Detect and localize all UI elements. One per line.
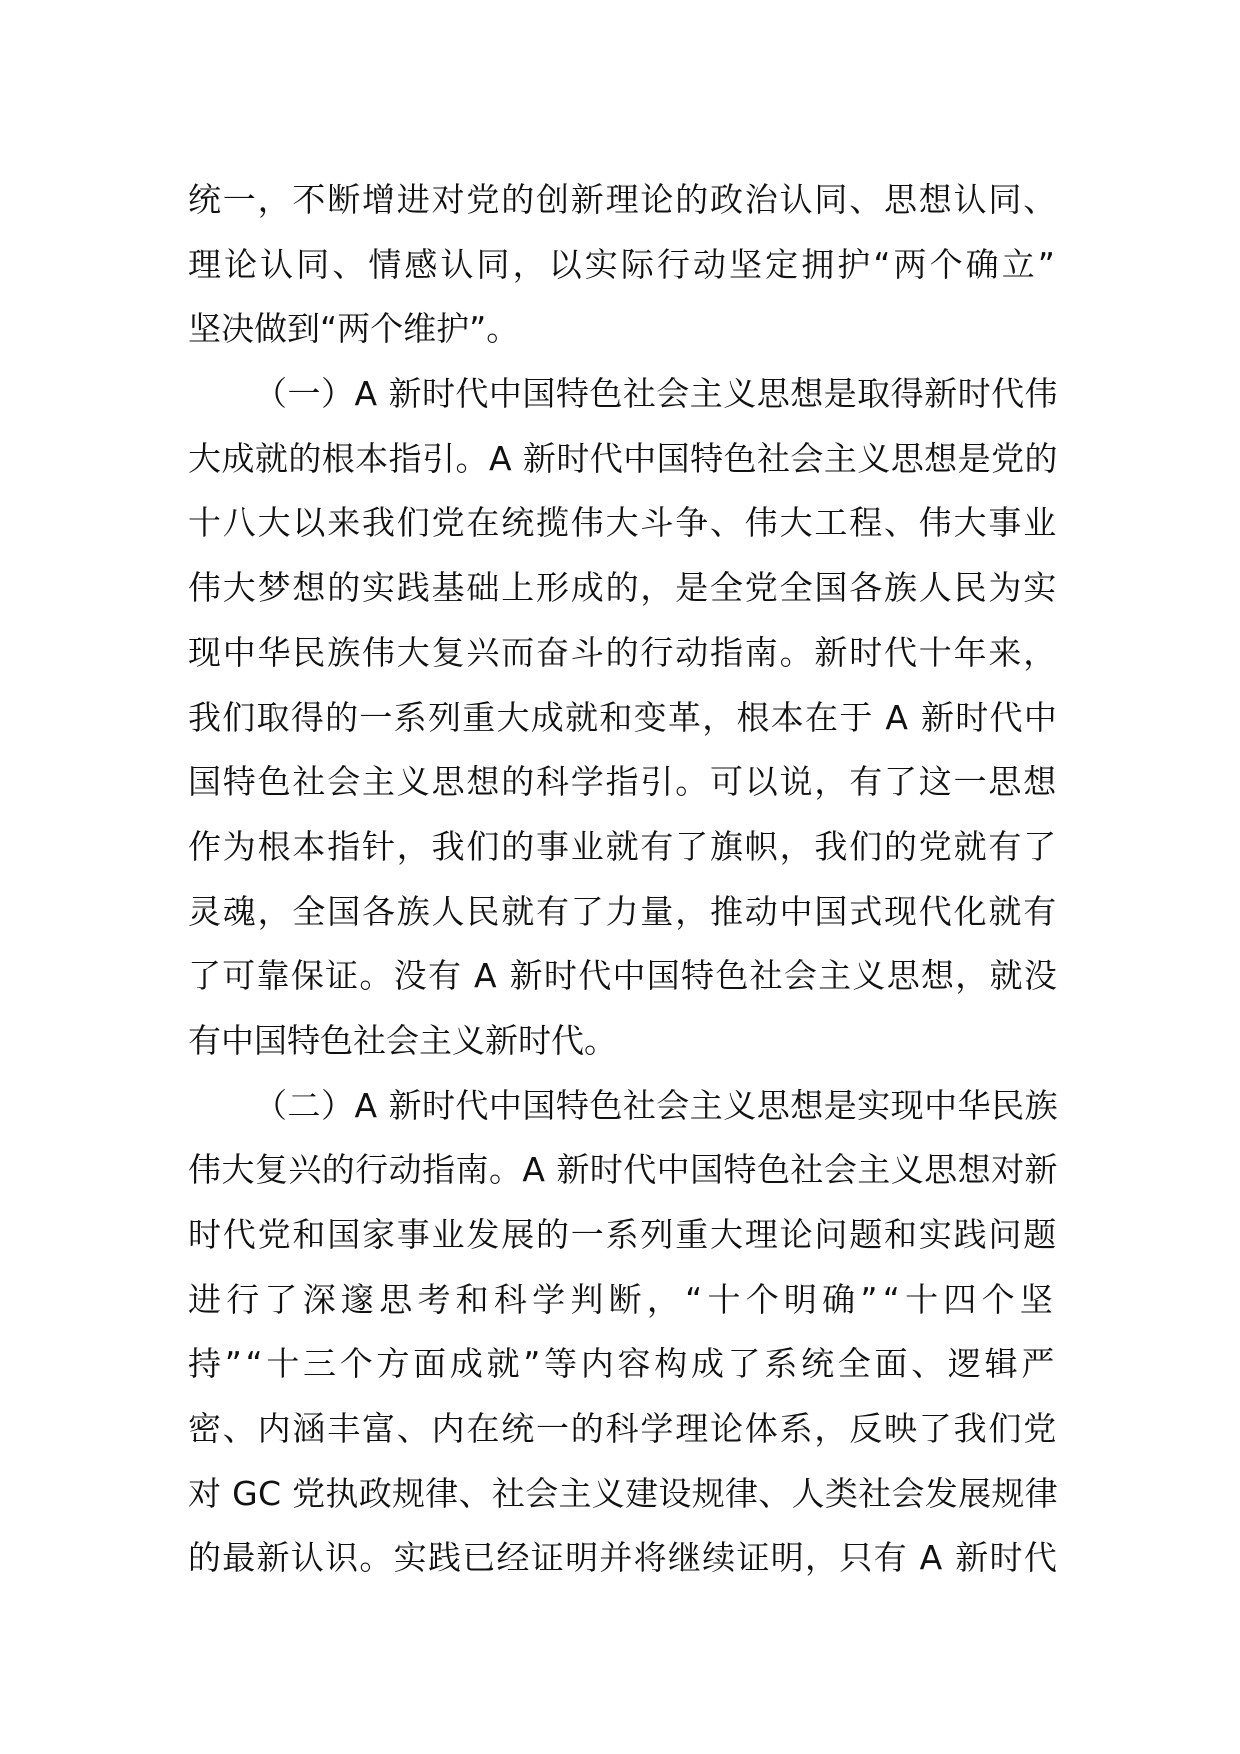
text-line: 的最新认识。实践已经证明并将继续证明，只有 A 新时代 xyxy=(188,1538,1058,1578)
text-line: 统一，不断增进对党的创新理论的政治认同、思想认同、 xyxy=(188,180,1058,219)
text-line: 有中国特色社会主义新时代。 xyxy=(188,1020,617,1060)
paragraph-first-line: （一）A 新时代中国特色社会主义思想是取得新时代伟 xyxy=(254,374,1058,414)
text-line: 对 GC 党执政规律、社会主义建设规律、人类社会发展规律 xyxy=(188,1473,1058,1513)
text-line: 持”“十三个方面成就”等内容构成了系统全面、逻辑严 xyxy=(188,1344,1058,1384)
text-line: 十八大以来我们党在统揽伟大斗争、伟大工程、伟大事业 xyxy=(188,503,1058,543)
body-text xyxy=(188,168,1058,1591)
text-line: 伟大梦想的实践基础上形成的，是全党全国各族人民为实 xyxy=(188,568,1058,608)
text-line: 伟大复兴的行动指南。A 新时代中国特色社会主义思想对新 xyxy=(188,1150,1058,1190)
paragraph-first-line: （二）A 新时代中国特色社会主义思想是实现中华民族 xyxy=(254,1085,1058,1125)
text-line: 密、内涵丰富、内在统一的科学理论体系，反映了我们党 xyxy=(188,1409,1058,1449)
text-line: 现中华民族伟大复兴而奋斗的行动指南。新时代十年来， xyxy=(188,632,1058,672)
text-line: 作为根本指针，我们的事业就有了旗帜，我们的党就有了 xyxy=(188,826,1058,866)
text-line: 时代党和国家事业发展的一系列重大理论问题和实践问题 xyxy=(188,1215,1058,1254)
text-line: 灵魂，全国各族人民就有了力量，推动中国式现代化就有 xyxy=(188,891,1058,931)
text-line: 我们取得的一系列重大成就和变革，根本在于 A 新时代中 xyxy=(188,697,1058,737)
text-line: 了可靠保证。没有 A 新时代中国特色社会主义思想，就没 xyxy=(188,956,1058,996)
text-line: 大成就的根本指引。A 新时代中国特色社会主义思想是党的 xyxy=(188,438,1058,478)
text-line: 进行了深邃思考和科学判断，“十个明确”“十四个坚 xyxy=(188,1279,1058,1319)
text-line: 理论认同、情感认同，以实际行动坚定拥护“两个确立” xyxy=(188,244,1058,284)
text-line: 国特色社会主义思想的科学指引。可以说，有了这一思想 xyxy=(188,762,1058,802)
text-line: 坚决做到“两个维护”。 xyxy=(188,309,520,349)
